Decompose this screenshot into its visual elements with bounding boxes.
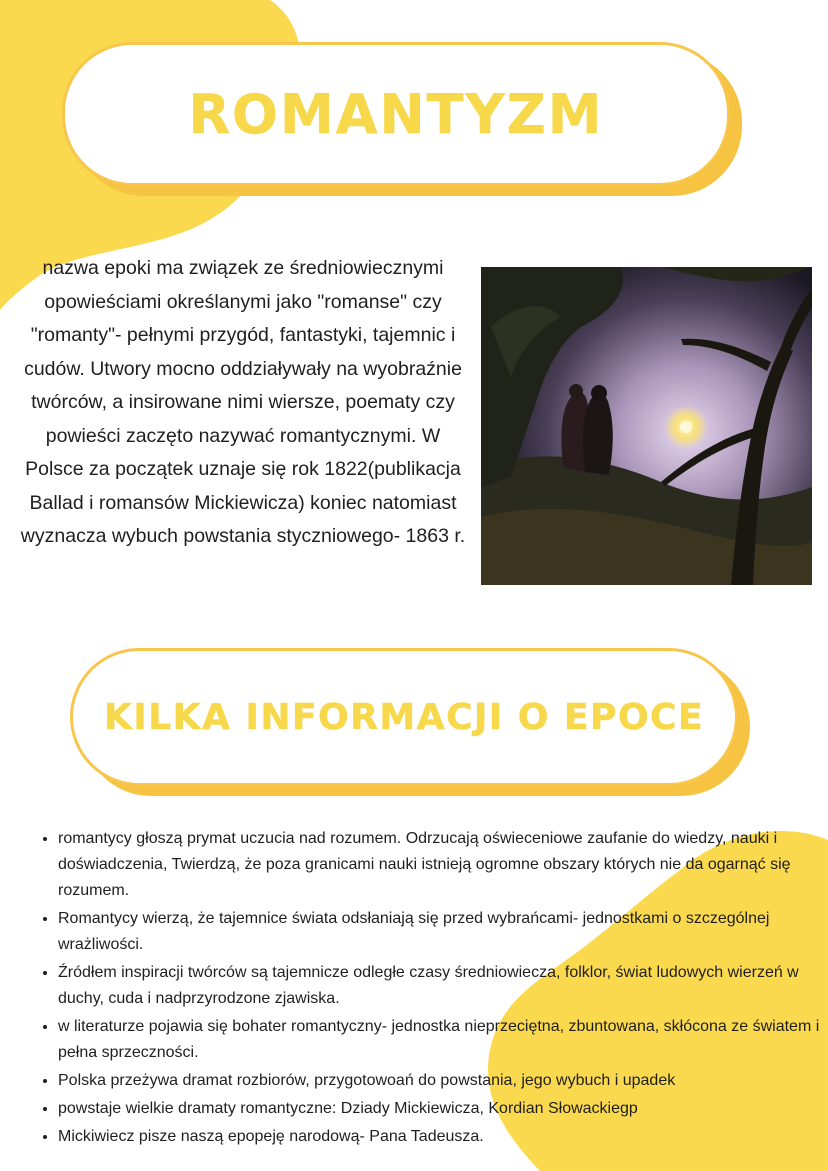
list-item: • Polska przeżywa dramat rozbiorów, przygotowoań do powstania, jego wybuch i upadek [58, 1068, 828, 1094]
list-item: • Romantycy wierzą, że tajemnice świata odsłaniają się przed wybrańcami- jednostkami o szczególnej wrażliwości. [58, 906, 828, 958]
list-item: • w literaturze pojawia się bohater romantyczny- jednostka nieprzeciętna, zbuntowana, skłócona ze światem i pełna sprzeczności. [58, 1014, 828, 1066]
list-item: • Mickiwiecz pisze naszą epopeję narodową- Pana Tadeusza. [58, 1124, 828, 1150]
title-banner [62, 42, 730, 186]
romantic-painting-image [481, 267, 812, 585]
list-item: • Źródłem inspiracji twórców są tajemnicze odległe czasy średniowiecza, folklor, świat ludowych wierzeń w duchy, cuda i nadprzyrodzone zjawiska. [58, 960, 828, 1012]
page-title: ROMANTYZM [188, 82, 604, 146]
list-item: • romantycy głoszą prymat uczucia nad rozumem. Odrzucają oświeceniowe zaufanie do wiedzy, nauki i doświadczenia, Twierdzą, że poza granicami nauki istnieją ogromne obszary których nie da ogarnąć się rozumem. [58, 826, 828, 904]
facts-list [32, 826, 828, 1152]
section-title: KILKA INFORMACJI O EPOCE [103, 696, 705, 738]
intro-paragraph: nazwa epoki ma związek ze średniowiecznymi opowieściami określanymi jako "romanse" czy "romanty"- pełnymi przygód, fantastyki, tajemnic i cudów. Utwory mocno oddziaływały na wyobraźnie twórców, a insirowane nimi wiersze, poematy czy powieści zaczęto nazywać romantycznymi. W Polsce za początek uznaje się rok 1822(publikacja Ballad i romansów Mickiewicza) koniec natomiast wyznacza wybuch powstania styczniowego- 1863 r. [20, 257, 466, 547]
list-item: • powstaje wielkie dramaty romantyczne: Dziady Mickiewicza, Kordian Słowackiegp [58, 1096, 828, 1122]
section-banner [70, 648, 738, 786]
